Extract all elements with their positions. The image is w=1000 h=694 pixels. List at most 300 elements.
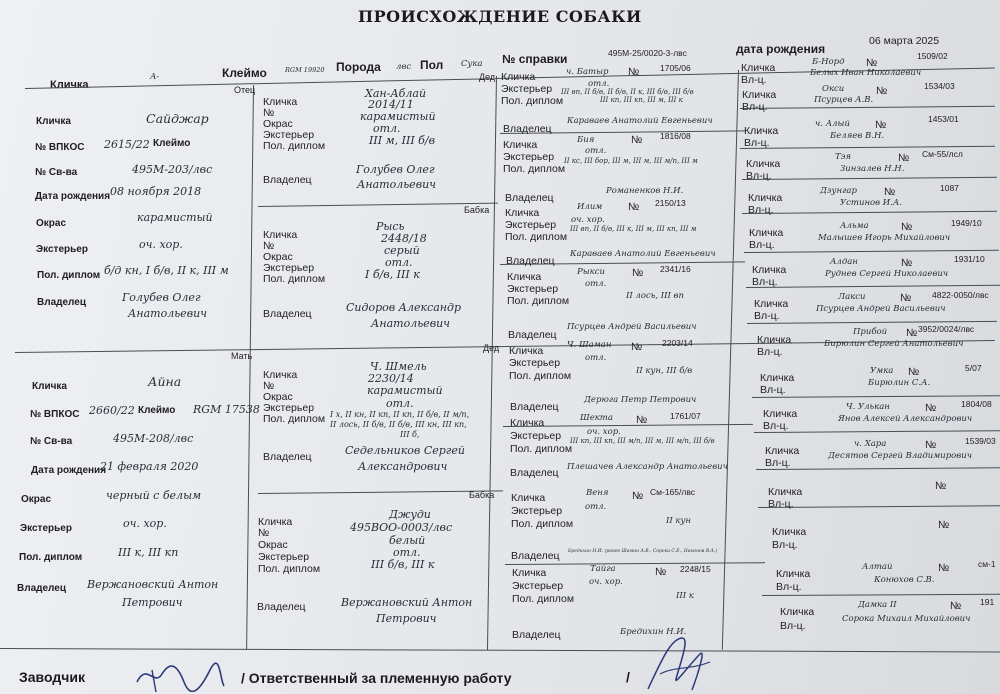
ff-exterior: отл.: [373, 122, 401, 135]
g3-owner-label: Владелец: [512, 629, 561, 641]
g4-num-label: №: [938, 519, 950, 531]
g4-owner-label: Вл-ц.: [768, 498, 794, 510]
g3-nick: Ч. Шаман: [567, 340, 612, 350]
grid-line: [754, 430, 1000, 433]
g3-num-label: №: [636, 414, 648, 426]
g4-num-label: №: [950, 600, 962, 612]
mm-exterior-label: Экстерьер: [258, 551, 310, 563]
g3-nick: Шекта: [580, 413, 613, 423]
g4-num: 1931/10: [954, 254, 985, 264]
mm-nick: Джуди: [389, 508, 431, 521]
ff-diploma: III м, III б/в: [369, 134, 435, 147]
g4-num: 191: [980, 597, 995, 607]
g4-owner-label: Вл-ц.: [749, 239, 775, 251]
mm-diploma-label: Пол. диплом: [258, 563, 321, 575]
mm-caption: Бабка: [469, 490, 495, 500]
g4-num: 5/07: [965, 363, 982, 373]
g4-num: 1087: [940, 183, 959, 193]
mm-num-label: №: [258, 527, 270, 539]
header-sex-value: Сука: [461, 59, 483, 69]
g3-num: 2150/13: [655, 198, 686, 208]
mother-vkos: 2660/22: [89, 404, 135, 417]
g4-owner: Устинов И.А.: [840, 198, 903, 208]
fm-exterior: отл.: [385, 256, 413, 269]
g4-num-label: №: [925, 402, 937, 414]
g3-owner-label: Владелец: [510, 401, 559, 413]
mother-sv: 495М-208/лвс: [113, 432, 194, 445]
g3-diploma-label: Пол. диплом: [503, 163, 566, 175]
document-title: ПРОИСХОЖДЕНИЕ СОБАКИ: [358, 7, 642, 26]
g3-owner: Караваев Анатолий Евгеньевич: [567, 116, 713, 126]
g4-num-label: №: [866, 57, 878, 69]
g4-nick-label: Кличка: [752, 264, 787, 276]
g4-owner-label: Вл-ц.: [765, 457, 791, 469]
mother-owner-line2: Петрович: [122, 596, 183, 609]
g4-num-label: №: [925, 439, 937, 451]
g3-exterior: оч. хор.: [589, 577, 623, 587]
father-owner-line1: Голубев Олег: [122, 291, 201, 304]
g4-owner: Белых Иван Николаевич: [810, 68, 922, 78]
g3-num: 1761/07: [670, 411, 701, 421]
g3-num-label: №: [631, 341, 643, 353]
g3-exterior: отл.: [585, 502, 607, 512]
mf-nick: Ч. Шмель: [370, 360, 427, 373]
g3-owner-label: Владелец: [506, 255, 555, 267]
g4-nick: Альма: [840, 221, 869, 231]
ff-num-label: №: [263, 107, 275, 119]
g3-owner: Дерюга Петр Петрович: [584, 395, 697, 405]
g4-nick: ч. Хара: [854, 439, 887, 449]
g3-owner-label: Владелец: [508, 329, 557, 341]
mm-diploma: III б/в, III к: [371, 558, 435, 571]
father-diploma-label: Пол. диплом: [37, 270, 101, 281]
g4-nick-label: Кличка: [760, 372, 795, 384]
ff-exterior-label: Экстерьер: [263, 129, 315, 141]
g3-nick-label: Кличка: [505, 207, 540, 219]
mf-exterior-label: Экстерьер: [263, 402, 315, 414]
g4-num-label: №: [938, 562, 950, 574]
g4-num-label: №: [900, 292, 912, 304]
g4-owner-label: Вл-ц.: [776, 581, 802, 593]
header-sex-label: Пол: [420, 58, 444, 72]
header-nick-value: А-: [150, 72, 160, 82]
ff-nick: Хан-Аблай: [365, 87, 427, 100]
g4-owner-label: Вл-ц.: [746, 170, 772, 182]
father-caption: Отец: [234, 85, 256, 95]
g4-num: 1509/02: [917, 51, 948, 61]
g4-owner-label: Вл-ц.: [744, 137, 770, 149]
g3-nick-label: Кличка: [512, 567, 547, 579]
ff-owner-line2: Анатольевич: [357, 178, 437, 191]
grid-line: [742, 177, 997, 180]
g4-num-label: №: [901, 257, 913, 269]
g4-owner: Беляев В.Н.: [830, 131, 885, 141]
g4-num: См-55/лсл: [922, 149, 963, 159]
g3-diploma-label: Пол. диплом: [509, 370, 572, 382]
fm-diploma-label: Пол. диплом: [263, 273, 326, 285]
g3-exterior-label: Экстерьер: [510, 430, 562, 442]
grid-line: [258, 490, 503, 494]
g3-owner: Бредихин Н.И. (ранее Шамин А.В., Сорока С.Е., Никонов В.А.): [568, 549, 718, 554]
g3-exterior-label: Экстерьер: [507, 283, 559, 295]
mf-num-label: №: [263, 380, 275, 392]
g4-num: см-1: [978, 559, 996, 569]
father-vkos-label: № ВПКОС: [35, 142, 85, 153]
father-sv-label: № Св-ва: [35, 167, 78, 178]
g4-num-label: №: [875, 119, 887, 131]
g4-nick: Дамка II: [858, 600, 897, 610]
g3-diploma: II кун, III б/в: [636, 366, 693, 376]
g4-owner-label: Вл-ц.: [772, 539, 798, 551]
g4-nick-label: Кличка: [765, 445, 800, 457]
g4-nick-label: Кличка: [757, 334, 792, 346]
mm-nick-label: Кличка: [258, 516, 293, 528]
g4-num-label: №: [876, 85, 888, 97]
g4-owner: Малышев Игорь Михайлович: [818, 233, 951, 243]
g4-owner-label: Вл-ц.: [763, 420, 789, 432]
g3-diploma-label: Пол. диплом: [511, 518, 574, 530]
fm-diploma: I б/в, III к: [365, 268, 420, 281]
g3-nick-label: Кличка: [510, 417, 545, 429]
grid-line: [258, 203, 498, 207]
g3-exterior: отл.: [588, 79, 610, 89]
header-birth-value: 06 марта 2025: [869, 35, 940, 47]
g3-exterior-label: Экстерьер: [512, 580, 564, 592]
fm-owner-label: Владелец: [263, 308, 312, 320]
g4-owner-label: Вл-ц.: [748, 204, 774, 216]
g3-diploma-line2: III кп, III кп, III м, III к: [600, 96, 683, 104]
mf-color-label: Окрас: [263, 391, 293, 403]
g4-num-label: №: [898, 152, 910, 164]
g3-diploma: III вп, II б/в, II б/в, II к, III б/в, III б/в: [561, 88, 694, 96]
mf-diploma-line1: I х, II кн, II кп, II кп, II б/в, II м/п,: [330, 410, 470, 419]
g4-num-label: №: [884, 186, 896, 198]
g3-num-label: №: [631, 134, 643, 146]
g4-nick: Б-Норд: [812, 57, 845, 67]
mm-color: белый: [389, 534, 426, 547]
mm-color-label: Окрас: [258, 539, 288, 551]
father-sv: 495М-203/лвс: [132, 163, 213, 176]
g4-num-label: №: [908, 366, 920, 378]
header-cert-value: 495М-25/0020-3-лвс: [608, 48, 687, 58]
mother-owner-line1: Вержановский Антон: [87, 578, 219, 591]
footer-slash: /: [626, 669, 630, 685]
breeder-signature: [132, 652, 227, 692]
g4-nick: Алтай: [862, 562, 893, 572]
mother-exterior: оч. хор.: [123, 517, 167, 530]
grid-line: [752, 395, 1000, 398]
g3-diploma: II кун: [666, 516, 692, 526]
g3-owner-label: Владелец: [510, 467, 559, 479]
g4-nick-label: Кличка: [772, 526, 807, 538]
g4-num: 4822-0050/лвс: [932, 290, 989, 300]
mother-color: черный с белым: [106, 489, 202, 502]
mm-owner-label: Владелец: [257, 601, 306, 613]
g4-owner-label: Вл-ц.: [757, 346, 783, 358]
mother-nick-label: Кличка: [32, 381, 67, 392]
ff-owner-label: Владелец: [263, 174, 312, 186]
g3-diploma: III кп, III кп, III м/п, III м, III м/п, III б/в: [570, 437, 715, 445]
mother-brand: RGM 17538: [193, 403, 260, 416]
g3-owner: Караваев Анатолий Евгеньевич: [570, 249, 716, 259]
g3-nick-label: Кличка: [511, 492, 546, 504]
g3-exterior-label: Экстерьер: [509, 357, 561, 369]
ff-color-label: Окрас: [263, 118, 293, 130]
g4-nick-label: Кличка: [776, 568, 811, 580]
g3-owner-label: Владелец: [503, 123, 552, 135]
g3-diploma-label: Пол. диплом: [512, 593, 575, 605]
mother-owner-label: Владелец: [17, 583, 66, 594]
fm-color: серый: [384, 244, 420, 257]
g3-diploma-label: Пол. диплом: [505, 231, 568, 243]
mm-exterior: отл.: [393, 546, 421, 559]
g4-num-label: №: [901, 221, 913, 233]
fm-owner-line2: Анатольевич: [371, 317, 451, 330]
g4-num: 3952/0024/лвс: [918, 324, 975, 334]
fm-num-label: №: [263, 240, 275, 252]
mother-caption: Мать: [231, 351, 253, 361]
g4-num-label: №: [906, 327, 918, 339]
father-nick: Сайджар: [146, 111, 209, 126]
g4-nick-label: Кличка: [744, 125, 779, 137]
grid-line: [740, 106, 995, 109]
g4-num-label: №: [935, 480, 947, 492]
header-breed-label: Порода: [336, 60, 381, 74]
responsible-label: / Ответственный за племенную работу: [241, 670, 512, 686]
g4-nick-label: Кличка: [749, 227, 784, 239]
father-birth: 08 ноября 2018: [110, 185, 202, 198]
fm-nick-label: Кличка: [263, 229, 298, 241]
g3-nick-label: Кличка: [509, 345, 544, 357]
g4-num: 1539/03: [965, 436, 996, 446]
father-owner-line2: Анатольевич: [128, 307, 208, 320]
g3-num: 1816/08: [660, 131, 691, 141]
g3-nick: Веня: [586, 488, 609, 498]
g4-nick: Умка: [870, 366, 894, 376]
g4-num: 1949/10: [951, 218, 982, 228]
fm-owner-line1: Сидоров Александр: [346, 301, 462, 314]
mother-brand-label: Клеймо: [138, 405, 176, 416]
fm-color-label: Окрас: [263, 251, 293, 263]
g4-owner: Бирюлин С.А.: [868, 378, 931, 388]
g3-diploma: III к: [676, 591, 694, 601]
header-cert-label: № справки: [502, 52, 568, 66]
father-brand-label: Клеймо: [153, 138, 191, 149]
mm-owner-line1: Вержановский Антон: [341, 596, 473, 609]
mf-nick-label: Кличка: [263, 369, 298, 381]
g3-owner-label: Владелец: [505, 192, 554, 204]
fm-caption: Бабка: [464, 205, 490, 215]
g3-exterior: отл.: [585, 146, 607, 156]
g3-owner: Бредихин Н.И.: [620, 627, 687, 637]
g3-nick: Илим: [577, 202, 603, 212]
g3-num-label: №: [655, 566, 667, 578]
g3-num: 1705/06: [660, 63, 691, 73]
g4-num: 1453/01: [928, 114, 959, 124]
g3-exterior: отл.: [585, 279, 607, 289]
g4-nick-label: Кличка: [780, 606, 815, 618]
father-owner-label: Владелец: [37, 297, 86, 308]
g4-owner: Псурцев А.В.: [814, 95, 874, 105]
g4-nick-label: Кличка: [746, 158, 781, 170]
fm-nick: Рысь: [376, 220, 405, 233]
g3-diploma: III вп, II б/в, III к, III м, III кп, III м: [570, 225, 697, 233]
g4-owner: Янов Алексей Александрович: [838, 414, 973, 424]
mf-diploma-label: Пол. диплом: [263, 413, 326, 425]
breeder-label: Заводчик: [19, 669, 85, 685]
header-birth-label: дата рождения: [736, 42, 826, 56]
g4-nick: Дзунгар: [820, 186, 857, 196]
g4-nick: Алдан: [830, 257, 858, 267]
mf-owner-label: Владелец: [263, 451, 312, 463]
grid-line: [762, 594, 1000, 596]
g4-nick-label: Кличка: [763, 408, 798, 420]
g3-owner: Псурцев Андрей Васильевич: [567, 322, 697, 332]
ff-nick-label: Кличка: [263, 96, 298, 108]
g4-owner: Конюхов С.В.: [874, 575, 935, 585]
g4-owner: Сорока Михаил Михайлович: [842, 614, 971, 624]
g3-num-label: №: [632, 490, 644, 502]
g3-exterior-label: Экстерьер: [503, 151, 555, 163]
g3-owner: Плешачев Александр Анатольевич: [567, 462, 728, 472]
responsible-signature: [640, 634, 720, 694]
mf-owner-line1: Седельников Сергей: [345, 444, 465, 457]
mm-owner-line2: Петрович: [376, 612, 437, 625]
ff-owner-line1: Голубев Олег: [356, 163, 435, 176]
g4-owner-label: Вл-ц.: [742, 101, 768, 113]
g4-owner-label: Вл-ц.: [752, 276, 778, 288]
mother-birth-label: Дата рождения: [31, 465, 107, 476]
mother-vkos-label: № ВПКОС: [30, 409, 80, 420]
g3-num: 2203/14: [662, 338, 693, 348]
g4-owner-label: Вл-ц.: [741, 74, 767, 86]
g4-nick-label: Кличка: [741, 62, 776, 74]
g3-nick: Рыкси: [577, 267, 605, 277]
mf-diploma-line2: II лось, II б/в, II б/в, III кн, III кп,: [330, 420, 467, 429]
grid-line: [756, 467, 1000, 470]
g3-nick: Тайга: [590, 564, 616, 574]
header-brand-label: Клеймо: [222, 66, 267, 80]
g3-owner: Романенков Н.И.: [606, 186, 684, 196]
grid-line: [505, 562, 765, 565]
father-exterior: оч. хор.: [139, 238, 183, 251]
fm-exterior-label: Экстерьер: [263, 262, 315, 274]
g3-num: 2248/15: [680, 564, 711, 574]
mf-owner-line2: Александрович: [358, 460, 448, 473]
g4-nick: Ч. Улькан: [846, 402, 890, 412]
g4-nick-label: Кличка: [754, 298, 789, 310]
g4-nick: Прибой: [853, 327, 888, 337]
father-diploma: б/д кн, I б/в, II к, III м: [104, 264, 229, 277]
grid-line: [246, 85, 254, 650]
father-birth-label: Дата рождения: [35, 191, 111, 202]
mother-birth: 21 февраля 2020: [100, 460, 199, 473]
mother-diploma-label: Пол. диплом: [19, 552, 83, 563]
mf-exterior: отл.: [386, 397, 414, 410]
g3-exterior: отл.: [585, 353, 607, 363]
father-vkos: 2615/22: [104, 138, 150, 151]
g3-diploma-label: Пол. диплом: [510, 443, 573, 455]
grid-line: [758, 505, 1000, 508]
g4-nick: Тэя: [835, 152, 852, 162]
g3-exterior: оч. хор.: [571, 215, 605, 225]
g4-owner-label: Вл-ц.: [780, 620, 806, 632]
grid-line: [487, 76, 497, 650]
g4-num: 1804/08: [961, 399, 992, 409]
g3-exterior-label: Экстерьер: [511, 505, 563, 517]
g4-nick-label: Кличка: [748, 192, 783, 204]
grid-line: [744, 250, 999, 253]
father-color-label: Окрас: [36, 218, 67, 229]
g4-num: 1534/03: [924, 81, 955, 91]
g3-owner-label: Владелец: [511, 550, 560, 562]
g3-diploma: II кс, III бор, III м, III м, III м/п, III м: [564, 157, 698, 165]
header-brand-value: RGM 19920: [285, 66, 325, 74]
grid-line: [742, 211, 997, 214]
g4-owner-label: Вл-ц.: [754, 310, 780, 322]
mother-exterior-label: Экстерьер: [20, 523, 72, 534]
mm-num: 495ВОО-0003/лвс: [350, 521, 453, 534]
g3-diploma-label: Пол. диплом: [507, 295, 570, 307]
header-nick-label: Кличка: [50, 79, 89, 91]
grid-line: [746, 285, 1000, 288]
g3-num-label: №: [628, 201, 640, 213]
g3-diploma: II лось, III вп: [626, 291, 684, 301]
g4-owner: Бирюлин Сергей Анатольевич: [824, 339, 964, 349]
g4-nick-label: Кличка: [742, 89, 777, 101]
g4-owner: Десятов Сергей Владимирович: [828, 451, 973, 461]
g3-exterior-label: Экстерьер: [505, 219, 557, 231]
mf-caption: Дед: [483, 343, 500, 353]
g3-exterior: оч. хор.: [587, 427, 621, 437]
g3-exterior-label: Экстерьер: [501, 83, 553, 95]
g4-owner: Зинзалев Н.Н.: [840, 164, 905, 174]
g3-num-label: №: [632, 267, 644, 279]
g3-nick: Бия: [577, 135, 595, 145]
ff-num: 2014/11: [368, 98, 414, 111]
ff-diploma-label: Пол. диплом: [263, 140, 326, 152]
mother-nick: Айна: [148, 374, 182, 389]
g3-nick: ч. Батыр: [566, 67, 609, 77]
g4-owner: Руднев Сергей Николаевич: [825, 269, 949, 279]
g3-num: См-165/лвс: [650, 487, 695, 497]
ff-color: карамистый: [360, 110, 436, 123]
mf-num: 2230/14: [368, 372, 414, 385]
g4-owner: Псурцев Андрей Васильевич: [816, 304, 946, 314]
g4-nick: Лакси: [838, 292, 866, 302]
mf-color: карамистый: [367, 384, 443, 397]
g4-owner-label: Вл-ц.: [760, 384, 786, 396]
g4-nick: Окси: [822, 84, 845, 94]
g3-diploma-label: Пол. диплом: [501, 95, 564, 107]
g3-nick-label: Кличка: [501, 71, 536, 83]
ff-caption: Дед: [479, 72, 496, 82]
father-color: карамистый: [137, 211, 213, 224]
g3-num: 2341/16: [660, 264, 691, 274]
mother-diploma: III к, III кп: [118, 546, 179, 559]
fm-num: 2448/18: [381, 232, 427, 245]
father-nick-label: Кличка: [36, 116, 71, 127]
g3-nick-label: Кличка: [507, 271, 542, 283]
g3-nick-label: Кличка: [503, 139, 538, 151]
g4-nick-label: Кличка: [768, 486, 803, 498]
mf-diploma-line3: III б,: [400, 430, 420, 439]
g3-num-label: №: [628, 66, 640, 78]
mother-sv-label: № Св-ва: [30, 436, 73, 447]
g4-nick: ч. Алый: [815, 119, 850, 129]
father-exterior-label: Экстерьер: [36, 244, 88, 255]
mother-color-label: Окрас: [21, 494, 52, 505]
